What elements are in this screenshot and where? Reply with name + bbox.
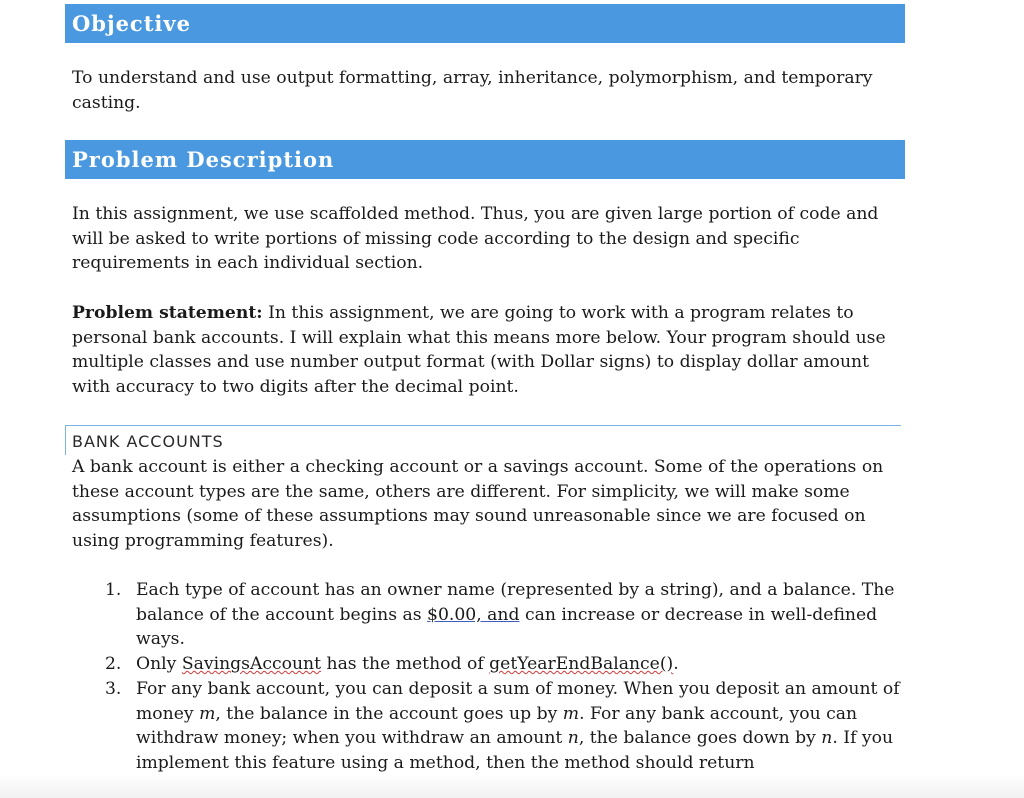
list-item-text: . xyxy=(673,654,679,675)
list-item-number: 3. xyxy=(105,678,122,699)
objective-heading xyxy=(65,4,905,43)
variable-m: m xyxy=(199,703,216,724)
list-item-text: can increase or decrease in well-defined ways. xyxy=(136,604,878,650)
variable-n: n xyxy=(567,728,579,749)
variable-n: n xyxy=(821,728,833,749)
list-item-number: 1. xyxy=(105,580,122,600)
list-item xyxy=(72,677,902,776)
objective-heading-text: Objective xyxy=(72,11,191,36)
list-item-text: . For any bank account, you can withdraw money; when you withdraw an amount xyxy=(136,703,858,749)
list-item-text: has the method of xyxy=(321,654,490,675)
underlined-amount: $0.00, and xyxy=(427,604,520,625)
list-item-text: Only xyxy=(136,654,182,675)
problem-description-heading-text: Problem Description xyxy=(72,147,335,172)
objective-text: To understand and use output formatting, array, inheritance, polymorphism, and temporary casting. xyxy=(72,68,873,113)
list-item-text: , the balance in the account goes up by xyxy=(215,703,563,724)
list-item-text: , the balance goes down by xyxy=(578,728,822,749)
requirements-list xyxy=(72,578,902,776)
problem-description-heading xyxy=(65,140,905,179)
list-item xyxy=(72,652,902,677)
list-item-text: . If you implement this feature using a method, then the method should return xyxy=(136,728,894,773)
list-item xyxy=(72,578,902,652)
page-bottom-fade xyxy=(0,774,1024,798)
get-year-end-balance-method: getYearEndBalance() xyxy=(489,654,674,675)
list-item-number: 2. xyxy=(105,654,122,675)
list-item-text: Each type of account has an owner name (represented by a string), and a balance. The balance of the account begins as xyxy=(136,580,895,625)
problem-statement-label: Problem statement: xyxy=(72,303,263,323)
list-item-text: For any bank account, you can deposit a sum of money. When you deposit an amount of money xyxy=(136,678,900,724)
problem-statement-text: In this assignment, we are going to work with a program relates to personal bank accounts. I will explain what this means more below. Your program should use multiple classes and use number output format (with Dollar signs) to display dollar amount with accuracy to two digits after the decimal point. xyxy=(72,303,886,398)
problem-intro-text: In this assignment, we use scaffolded method. Thus, you are given large portion of code and will be asked to write portions of missing code according to the design and specific requirements in each individual section. xyxy=(72,204,879,274)
bank-accounts-text: A bank account is either a checking account or a savings account. Some of the operations on these account types are the same, others are different. For simplicity, we will make some assumptions (some of these assumptions may sound unreasonable since we are focused on using programming features). xyxy=(72,457,884,552)
problem-statement xyxy=(72,301,907,400)
bank-accounts-title: BANK ACCOUNTS xyxy=(72,432,224,451)
savings-account-class-name: SavingsAccount xyxy=(181,654,322,675)
variable-m: m xyxy=(562,703,580,724)
